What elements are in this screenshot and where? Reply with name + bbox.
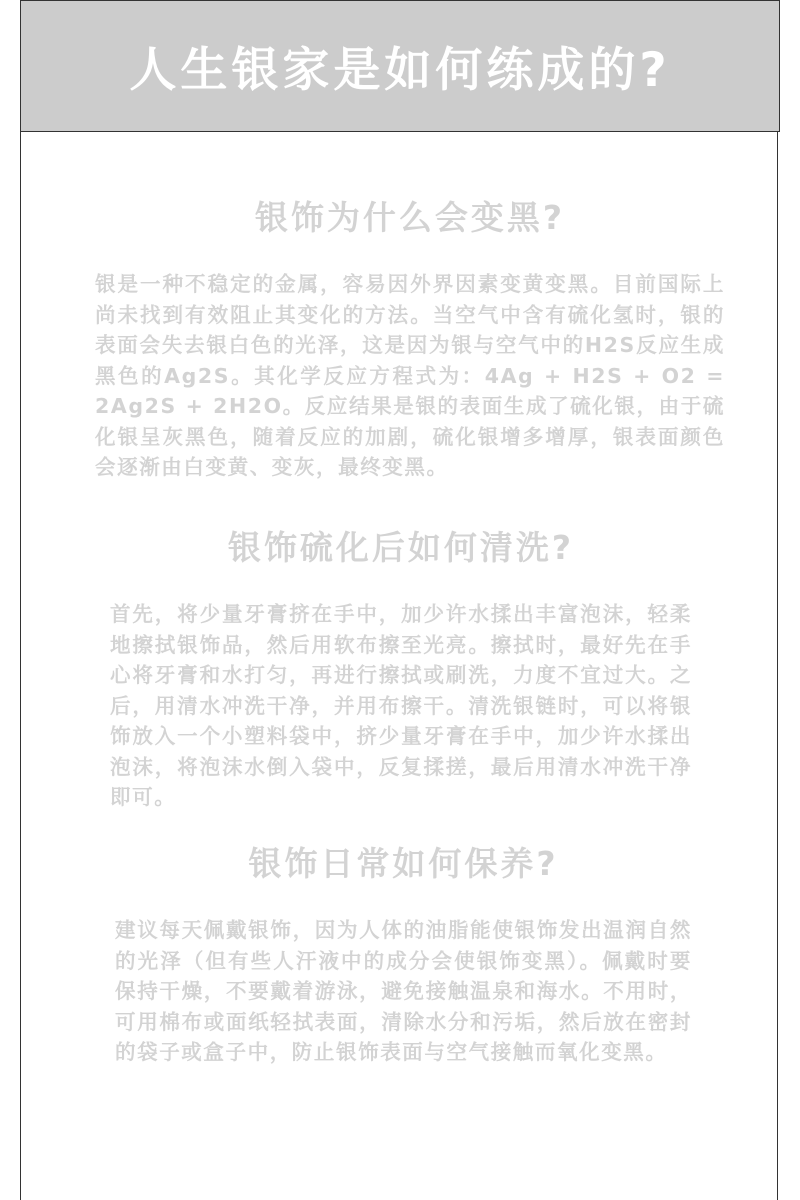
title-banner (20, 0, 780, 132)
page-title: 人生银家是如何练成的? (129, 42, 671, 98)
section-heading: 银饰硫化后如何清洗? (227, 528, 575, 567)
section-body: 建议每天佩戴银饰，因为人体的油脂能使银饰发出温润自然的光泽（但有些人汗液中的成分会使银饰变黑）。佩戴时要保持干燥，不要戴着游泳，避免接触温泉和海水。不用时，可用棉布或面纸轻拭表面，清除水分和污垢，然后放在密封的袋子或盒子中，防止银饰表面与空气接触而氧化变黑。 (115, 918, 692, 1064)
section-body: 银是一种不稳定的金属，容易因外界因素变黄变黑。目前国际上尚未找到有效阻止其变化的方法。当空气中含有硫化氢时，银的表面会失去银白色的光泽，这是因为银与空气中的H2S反应生成黑色的Ag2S。其化学反应方程式为：4Ag + H2S + O2 = 2Ag2S + 2H2O。反应结果是银的表面生成了硫化银，由于硫化银呈灰黑色，随着反应的加剧，硫化银增多增厚，银表面颜色会逐渐由白变黄、变灰，最终变黑。 (95, 272, 725, 479)
section-daily-care (115, 838, 692, 1068)
section-heading: 银饰为什么会变黑? (254, 198, 566, 237)
section-heading: 银饰日常如何保养? (248, 844, 559, 883)
section-body: 首先，将少量牙膏挤在手中，加少许水揉出丰富泡沫，轻柔地擦拭银饰品，然后用软布擦至光亮。擦拭时，最好先在手心将牙膏和水打匀，再进行擦拭或刷洗，力度不宜过大。之后，用清水冲洗干净，并用布擦干。清洗银链时，可以将银饰放入一个小塑料袋中，挤少量牙膏在手中，加少许水揉出泡沫，将泡沫水倒入袋中，反复揉搓，最后用清水冲洗干净即可。 (110, 602, 692, 809)
section-how-to-clean (110, 522, 692, 813)
section-why-silver-turns-black (95, 192, 725, 483)
